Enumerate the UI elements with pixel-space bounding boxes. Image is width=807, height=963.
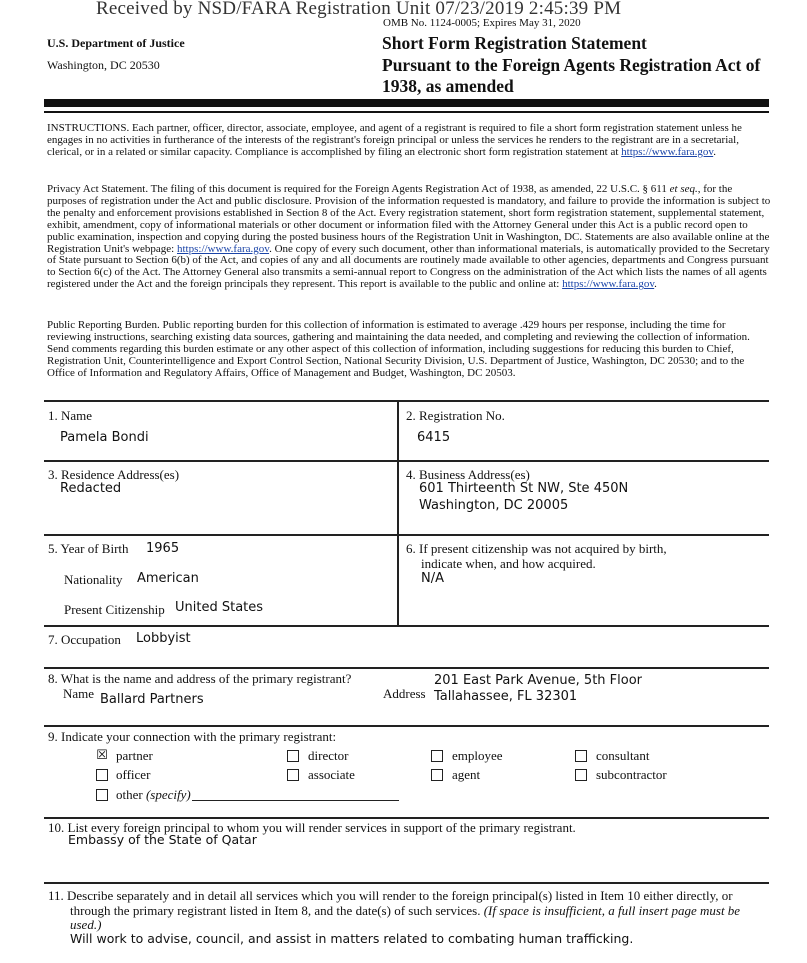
other-checkbox[interactable] — [96, 789, 108, 801]
privacy-text-2: , for the purposes of registration under the Act and public disclosure. Provision of the information requested is mandatory, and failure to provide the information is subject to the penalty and enforcement provisions established in Section 8 of the Act. Every registration statement, short form registration statement, supplemental statement, exhibit, amendment, copy of informational materials or other document or information filed with the Attorney General under this Act is a public record open to public examination, inspection and copying during the posted business hours of the Registration Unit in Washington, DC. Statements are also available online at the Registration Unit's webpage: — [47, 183, 771, 255]
form-rule-row5 — [44, 667, 769, 669]
employee-checkbox[interactable] — [431, 750, 443, 762]
privacy-tail: . — [654, 278, 657, 291]
privacy-etseq: et seq. — [669, 183, 698, 195]
burden-paragraph: Public Reporting Burden. Public reporting burden for this collection of information is estimated to average .429 hours per response, including the time for reviewing instructions, searching existing data sources, gathering and maintaining the data needed, and completing and reviewing the collection of information. Send comments regarding this burden estimate or any other aspect of this collection of information, including suggestions for reducing this burden to Chief, Registration Unit, Counterintelligence and Export Control Section, National Security Division, U.S. Department of Justice, Washington, DC 20530; and to the Office of Information and Regulatory Affairs, Office of Management and Budget, Washington, DC 20503. — [47, 319, 750, 379]
officer-label: officer — [116, 767, 151, 782]
director-label: director — [308, 748, 349, 763]
form-title-line2: Pursuant to the Foreign Agents Registration Act of — [382, 55, 761, 75]
received-stamp: Received by NSD/FARA Registration Unit 07/23/2019 2:45:39 PM — [96, 0, 622, 19]
q8-label: 8. What is the name and address of the primary registrant? — [48, 671, 352, 686]
other-text: other — [116, 787, 143, 802]
q8-name-label: Name — [63, 686, 95, 701]
consultant-checkbox[interactable] — [575, 750, 587, 762]
q6-label-line1: 6. If present citizenship was not acquired by birth, — [406, 541, 667, 556]
q11-label-line2 — [70, 903, 740, 919]
form-rule-top — [44, 400, 769, 402]
name-value[interactable]: Pamela Bondi — [60, 430, 149, 445]
q8-address-label: Address — [383, 686, 426, 701]
privacy-text-1: Privacy Act Statement. The filing of this document is required for the Foreign Agents Registration Act of 1938, as amended, 22 U.S.C. § 611 — [47, 183, 670, 195]
privacy-text-3: . One copy of every such document, other than informational materials, is automatically provided to the Secretary of State pursuant to Section 6(b) of the Act, and copies of any and all documents are routinely made available to other agencies, departments and Congress pursuant to Section 6(c) of the Act. The Attorney General also transmits a semi-annual report to Congress on the administration of the Act which lists the names of all agents registered under the Act and the foreign principals they represent. This report is available to the public and online at: — [47, 242, 770, 291]
other-specify-line[interactable] — [192, 800, 399, 801]
employee-label: employee — [452, 748, 503, 763]
partner-label: partner — [116, 748, 153, 763]
instructions-tail: . — [713, 145, 716, 158]
q11-label-line2-text: through the primary registrant listed in Item 8, and the date(s) of such services. — [70, 903, 484, 918]
header-thick-divider — [44, 99, 769, 107]
services-description-value[interactable]: Will work to advise, council, and assist in matters related to combating human trafficking. — [70, 931, 634, 946]
nationality-label: Nationality — [64, 572, 123, 587]
year-of-birth-value[interactable]: 1965 — [146, 541, 180, 556]
registrant-address-line2[interactable]: Tallahassee, FL 32301 — [434, 689, 578, 704]
other-label — [116, 787, 191, 803]
instructions-text: INSTRUCTIONS. Each partner, officer, director, associate, employee, and agent of a registrant is required to file a short form registration statement unless he engages in no activities in furtherance of the interests of the registrant's foreign principal or unless the services he renders to the registrant are in a secretarial, clerical, or in a related or similar capacity. Compliance is accomplished by filing an electronic short form registration statement at — [47, 122, 742, 158]
registrant-address-line1[interactable]: 201 East Park Avenue, 5th Floor — [434, 673, 642, 688]
form-rule-row3 — [44, 534, 769, 536]
form-rule-row8 — [44, 882, 769, 884]
q4-label: 4. Business Address(es) — [406, 467, 530, 482]
occupation-value[interactable]: Lobbyist — [136, 631, 191, 646]
form-rule-row2 — [44, 460, 769, 462]
business-address-line1[interactable]: 601 Thirteenth St NW, Ste 450N — [419, 481, 629, 496]
q2-label: 2. Registration No. — [406, 408, 505, 423]
residence-address-value[interactable]: Redacted — [60, 481, 122, 496]
privacy-link-2[interactable]: https://www.fara.gov — [562, 278, 655, 291]
foreign-principal-value[interactable]: Embassy of the State of Qatar — [68, 832, 257, 847]
associate-label: associate — [308, 767, 355, 782]
q6-label-line2: indicate when, and how acquired. — [421, 556, 596, 571]
subcontractor-label: subcontractor — [596, 767, 667, 782]
subcontractor-checkbox[interactable] — [575, 769, 587, 781]
q1-label: 1. Name — [48, 408, 93, 423]
form-rule-row6 — [44, 725, 769, 727]
agent-checkbox[interactable] — [431, 769, 443, 781]
q3-label: 3. Residence Address(es) — [48, 467, 180, 482]
q9-label: 9. Indicate your connection with the primary registrant: — [48, 729, 337, 744]
business-address-line2[interactable]: Washington, DC 20005 — [419, 498, 569, 513]
specify-text: (specify) — [145, 787, 191, 802]
form-rule-row4 — [44, 625, 769, 627]
consultant-label: consultant — [596, 748, 650, 763]
registration-number-value[interactable]: 6415 — [417, 430, 451, 445]
form-title-line1: Short Form Registration Statement — [382, 33, 647, 53]
privacy-paragraph — [47, 184, 772, 291]
associate-checkbox[interactable] — [287, 769, 299, 781]
form-title-line3: 1938, as amended — [382, 76, 514, 96]
omb-number: OMB No. 1124-0005; Expires May 31, 2020 — [383, 17, 581, 29]
citizenship-acquired-value[interactable]: N/A — [421, 571, 444, 586]
officer-checkbox[interactable] — [96, 769, 108, 781]
q5-label: 5. Year of Birth — [48, 541, 129, 556]
header-thin-divider — [44, 111, 769, 113]
q10-label: 10. List every foreign principal to whom you will render services in support of the primary registrant. — [48, 820, 576, 835]
q11-label-line1: 11. Describe separately and in detail all services which you will render to the foreign principal(s) listed in Item 10 either directly, or — [48, 888, 733, 903]
department-name: U.S. Department of Justice — [47, 36, 185, 50]
form-column-divider — [397, 400, 399, 626]
citizenship-value[interactable]: United States — [175, 600, 264, 615]
instructions-link[interactable]: https://www.fara.gov — [621, 145, 714, 158]
nationality-value[interactable]: American — [137, 571, 199, 586]
form-rule-row7 — [44, 817, 769, 819]
citizenship-label: Present Citizenship — [64, 602, 165, 617]
q11-label-italic: (If space is insufficient, a full insert page must be — [483, 903, 741, 918]
instructions-paragraph — [47, 123, 772, 159]
agent-label: agent — [452, 767, 481, 782]
q7-label: 7. Occupation — [48, 632, 121, 647]
director-checkbox[interactable] — [287, 750, 299, 762]
department-city: Washington, DC 20530 — [47, 58, 160, 72]
privacy-link-1[interactable]: https://www.fara.gov — [177, 242, 270, 255]
q11-label-italic2: used.) — [70, 917, 102, 932]
registrant-name-value[interactable]: Ballard Partners — [100, 692, 204, 707]
partner-checkbox[interactable]: ☒ — [96, 748, 108, 763]
